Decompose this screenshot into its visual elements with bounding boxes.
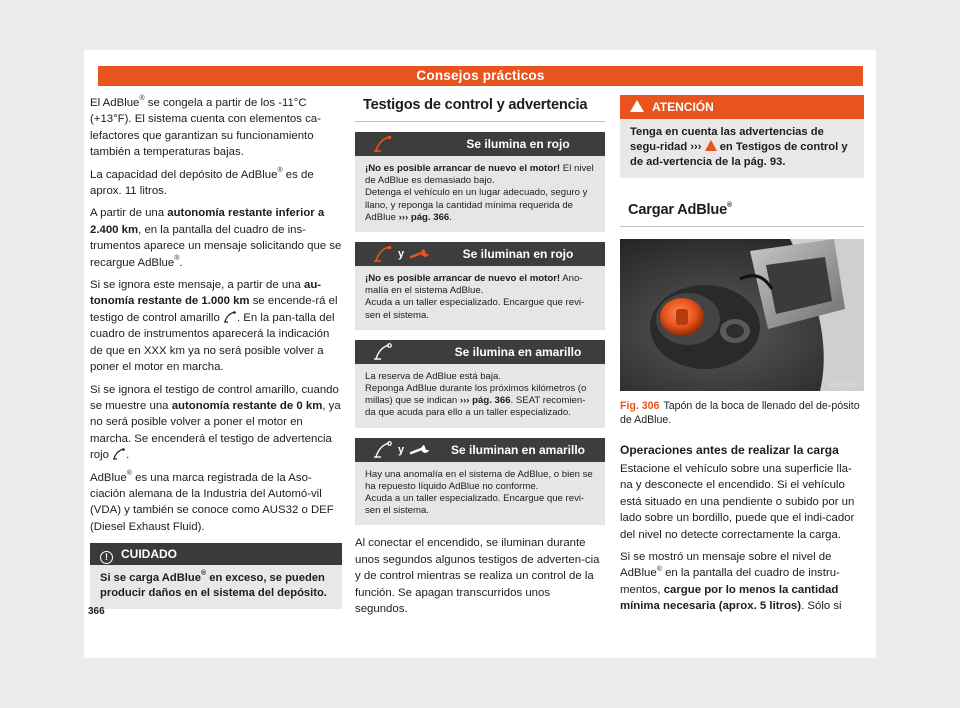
section-heading-refill: Cargar AdBlue® [620,202,864,227]
wrench-icon [409,248,431,260]
attention-header: ATENCIÓN [620,95,864,119]
lamp-block-yellow-wrench: y Se iluminan en amarillo Hay una anomalía en el sistema de AdBlue, o bien se ha repuesto líquido AdBlue no conforme. Acuda a un taller especializado. Encargue que revi-sen el sistema. [355,438,605,526]
paragraph-startup-check: Al conectar el encendido, se iluminan durante unos segundos algunos testigos de adverten-cia y de control mientras se realiza un control de la función. Se apagan transcurridos unos segundos. [355,537,600,616]
lamp-block-red: Se ilumina en rojo ¡No es posible arrancar de nuevo el motor! El nivel de AdBlue es demasiado bajo. Detenga el vehículo en un lugar adecuado, seguro y llano, y reponga la cantidad mínima requerida de AdBlue ››› pág. 366. [355,132,605,232]
lamp-block-red-wrench: y Se iluminan en rojo ¡No es posible arrancar de nuevo el motor! Ano-malía en el sistema AdBlue. Acuda a un taller especializado. Encargue que revi-sen el sistema. [355,242,605,330]
figure-caption: Fig. 306 Tapón de la boca de llenado del de-pósito de AdBlue. [620,400,860,426]
engine-red-and-wrench-icon: y [373,242,431,266]
caution-box [90,543,342,609]
paragraph-range-2400: A partir de una autonomía restante inferior a 2.400 km, en la pantalla del cuadro de ins-trumentos aparece un mensaje solicitando que se recargue AdBlue®. [90,207,342,269]
wrench-icon [409,444,431,456]
column-right [620,95,864,621]
figure-code: B57-0260 [829,382,860,389]
paragraph-range-1000: Si se ignora este mensaje, a partir de una au-tonomía restante de 1.000 km se encende-rá el testigo de control amarillo . En la pan-talla del cuadro de instrumentos aparecerá la indicación de que en XXX km ya no será posible volver a poner el motor en marcha. [90,279,338,374]
column-middle [355,95,605,623]
manual-page [84,50,876,658]
lamp-label: Se ilumina en rojo [466,137,570,151]
engine-yellow-icon [373,340,393,364]
engine-red-icon [373,132,393,156]
column-left [90,95,342,609]
section-heading-lamps: Testigos de control y advertencia [355,97,605,122]
paragraph-capacity: La capacidad del depósito de AdBlue® es de aprox. 11 litros. [90,166,314,198]
engine-warning-icon [112,448,126,460]
caution-header: ! CUIDADO [90,543,342,565]
attention-text: Tenga en cuenta las advertencias de segu-ridad ››› en Testigos de control y de ad-vertencia de la pág. 93. [620,119,864,178]
lamp-label: Se ilumina en amarillo [454,344,582,359]
engine-yellow-and-wrench-icon: y [373,438,431,462]
subheading-before-refill: Operaciones antes de realizar la carga [620,443,839,457]
lamp-label: Se iluminan en amarillo [450,442,586,457]
paragraph-park: Estacione el vehículo sobre una superficie lla-na y desconecte el encendido. Si el vehículo está situado en una pendiente o subido por un lado sobre un bordillo, puede que el indi-cador del nivel no detecte correctamente la carga. [620,463,855,541]
attention-box [620,95,864,178]
section-header: Consejos prácticos [98,66,863,86]
caution-text: Si se carga AdBlue® en exceso, se pueden producir daños en el sistema del depósito. [90,565,342,609]
adblue-cap-illustration [620,239,864,391]
warning-triangle-icon [630,100,644,112]
warning-triangle-icon [705,140,717,151]
paragraph-min-quantity: Si se mostró un mensaje sobre el nivel de AdBlue® en la pantalla del cuadro de instru-mentos, cargue por lo menos la cantidad mínima necesaria (aprox. 5 litros). Sólo si [620,551,842,613]
figure-adblue-cap [620,239,864,391]
info-circle-icon: ! [100,551,113,564]
paragraph-freezing: El AdBlue® se congela a partir de los -11°C (+13°F). El sistema cuenta con elementos ca-lefactores que garantizan su funcionamiento también a temperaturas bajas. [90,95,321,159]
paragraph-range-0: Si se ignora el testigo de control amarillo, cuando se muestre una autonomía restante de 0 km, ya no será posible volver a poner el motor en marcha. Se encenderá el testigo de advertencia rojo . [90,383,341,462]
engine-warning-icon [223,311,237,323]
lamp-label: Se iluminan en rojo [462,247,574,262]
page-number: 366 [88,606,105,617]
paragraph-trademark: AdBlue® es una marca registrada de la Aso-ciación alemana de la Industria del Automó-vil (VDA) y también se conoce como AUS32 o DEF (Diesel Exhaust Fluid). [90,469,334,533]
lamp-block-yellow: Se ilumina en amarillo La reserva de AdBlue está baja. Reponga AdBlue durante los próximos kilómetros (o millas) que se indican ››› pág. 366. SEAT recomien-da que acuda para ello a un taller especializado. [355,340,605,428]
